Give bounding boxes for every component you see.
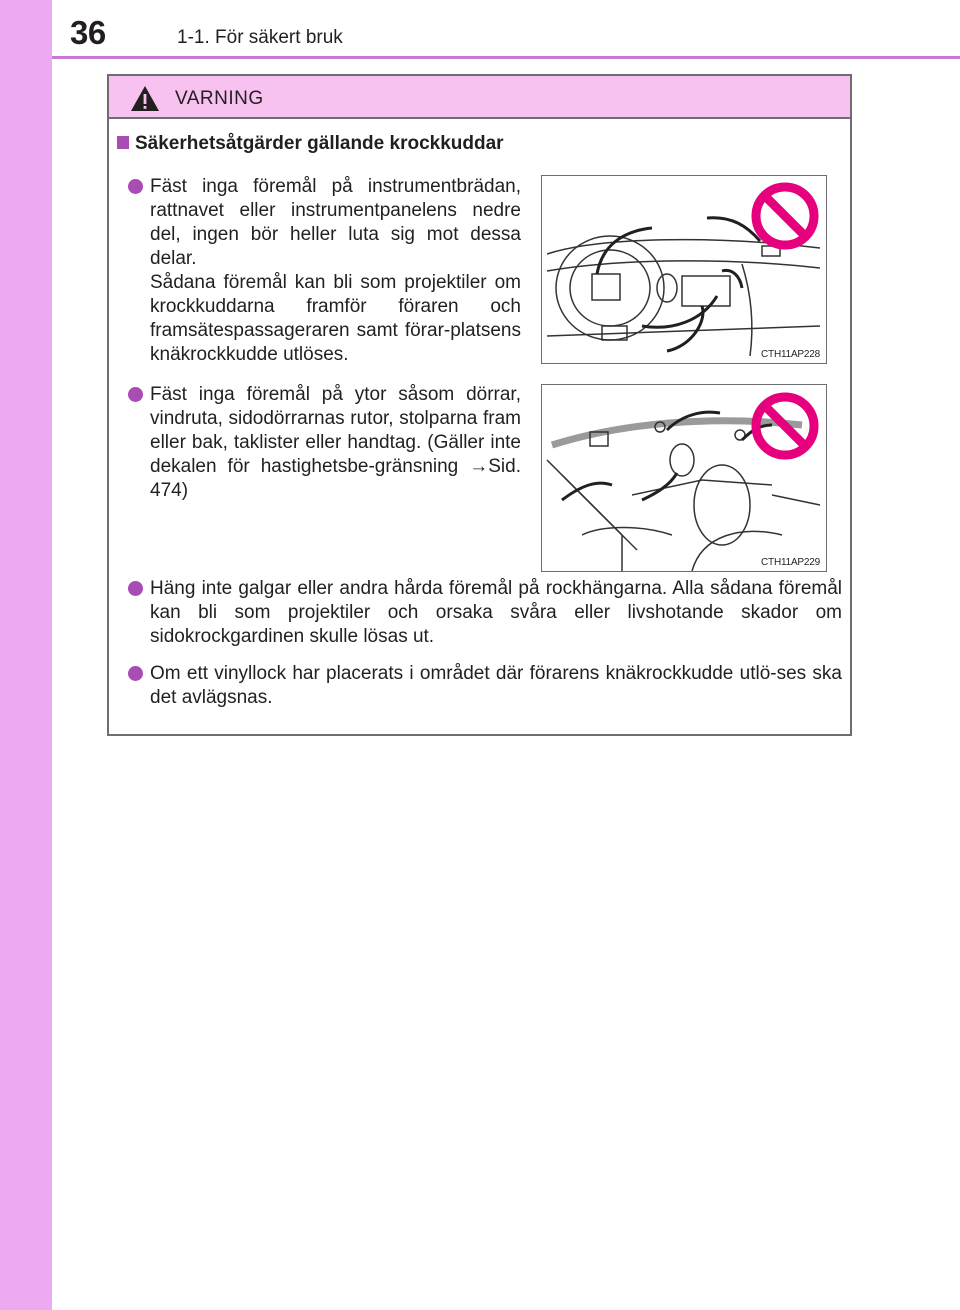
dashboard-illustration: [542, 176, 826, 363]
bullet-text: Fäst inga föremål på ytor såsom dörrar, vindruta, sidodörrarnas rutor, stolparna fram eller bak, taklister eller handtag. (Gäller inte dekalen för hastighetsbe-gränsning →Sid. 474): [150, 384, 521, 501]
bullet-text-continued: Sådana föremål kan bli som projektiler om krockkuddarna framför föraren och framsätespassageraren samt förar-platsens knäkrockkudde utlöses.: [150, 272, 521, 365]
bullet-text: Om ett vinyllock har placerats i området där förarens knäkrockkudde utlö-ses ska det avlägsnas.: [150, 663, 842, 708]
bullet-dot-icon: [128, 179, 143, 194]
bullet-dot-icon: [128, 387, 143, 402]
bullet-text: Fäst inga föremål på instrumentbrädan, rattnavet eller instrumentpanelens nedre del, ingen bör heller luta sig mot dessa delar.: [150, 176, 521, 269]
figure-interior: [541, 384, 827, 572]
bullet-item: [150, 662, 842, 710]
warning-header: [109, 76, 850, 119]
bullet-dot-icon: [128, 581, 143, 596]
bullet-item: [150, 577, 842, 649]
warning-box: [107, 74, 852, 736]
bullet-dot-icon: [128, 666, 143, 681]
interior-illustration: [542, 385, 826, 571]
page-number: 36: [70, 14, 106, 51]
figure-dashboard: [541, 175, 827, 364]
bullet-item: [150, 383, 521, 503]
section-title: 1-1. För säkert bruk: [177, 27, 343, 48]
warning-label: VARNING: [175, 88, 264, 109]
warning-subhead-text: Säkerhetsåtgärder gällande krockkuddar: [135, 133, 504, 154]
left-margin-band: [0, 0, 52, 1310]
bullet-text: Häng inte galgar eller andra hårda föremål på rockhängarna. Alla sådana föremål kan bli som projektiler och orsaka svåra eller livshotande skador om sidokrockgardinen skulle lösas ut.: [150, 578, 842, 647]
header-rule: [52, 56, 960, 59]
figure-code: CTH11AP228: [761, 349, 820, 360]
prohibition-icon: [756, 187, 814, 245]
figure-code: CTH11AP229: [761, 557, 820, 568]
warning-subhead: [117, 133, 504, 155]
bullet-item: [150, 175, 521, 367]
warning-triangle-icon: [130, 85, 160, 112]
square-bullet-icon: [117, 136, 129, 149]
